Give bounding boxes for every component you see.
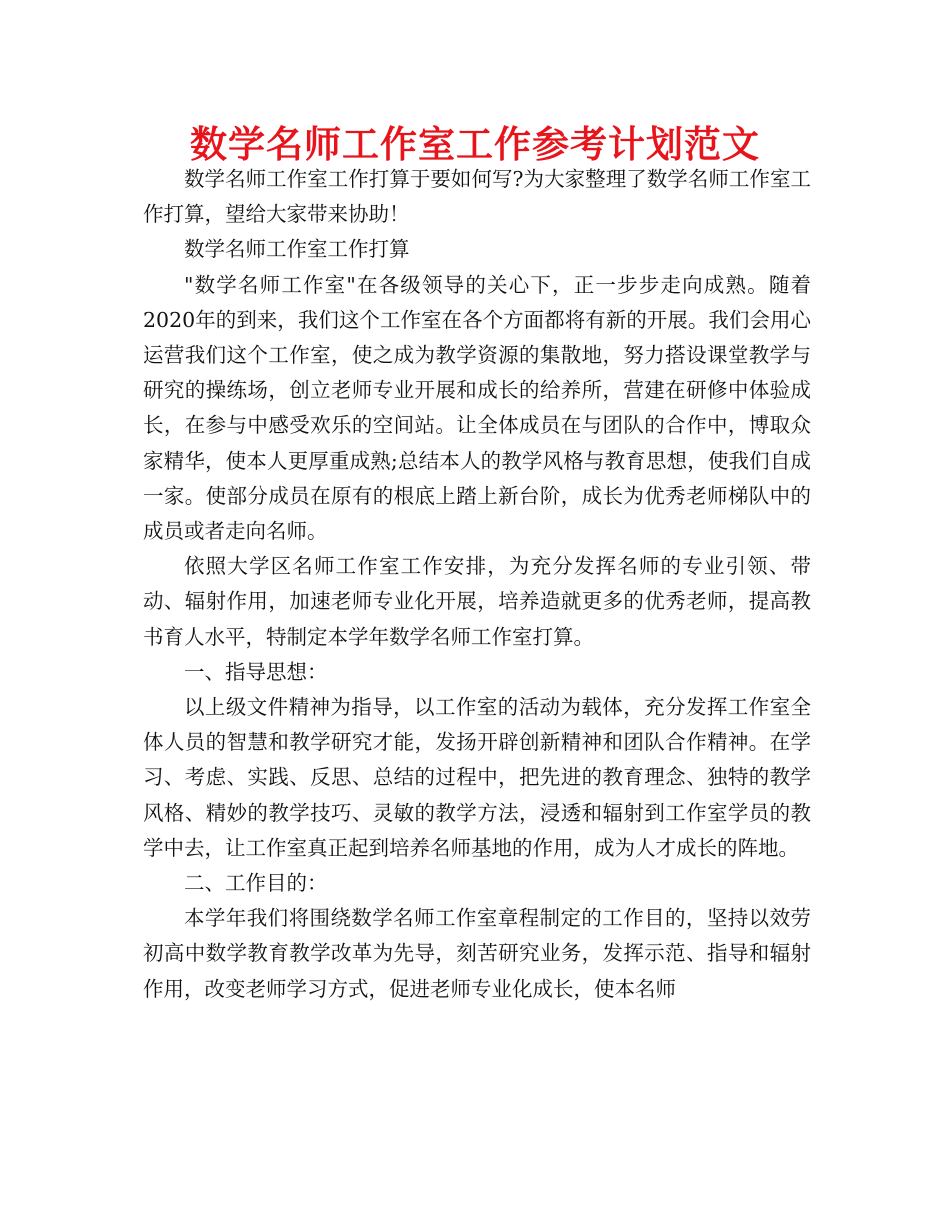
paragraph-purpose: 依照大学区名师工作室工作安排，为充分发挥名师的专业引领、带动、辐射作用，加速老师专业化开展，培养造就更多的优秀老师，提高教书育人水平，特制定本学年数学名师工作室打算。 [143,554,811,649]
paragraph-work-goals: 本学年我们将围绕数学名师工作室章程制定的工作目的，坚持以效劳初高中数学教育教学改革为先导，刻苦研究业务，发挥示范、指导和辐射作用，改变老师学习方式，促进老师专业化成长，使本名师 [143,906,811,1001]
paragraph-overview: "数学名师工作室"在各级领导的关心下，正一步步走向成熟。随着2020年的到来，我们这个工作室在各个方面都将有新的开展。我们会用心运营我们这个工作室，使之成为教学资源的集散地，努力搭设课堂教学与研究的操练场，创立老师专业开展和成长的给养所，营建在研修中体验成长，在参与中感受欢乐的空间站。让全体成员在与团队的合作中，博取众家精华，使本人更厚重成熟;总结本人的教学风格与教育思想，使我们自成一家。使部分成员在原有的根底上踏上新台阶，成长为优秀老师梯队中的成员或者走向名师。 [143,272,811,544]
section-heading-work-goals: 二、工作目的： [184,871,328,896]
paragraph-guiding-thought: 以上级文件精神为指导，以工作室的活动为载体，充分发挥工作室全体人员的智慧和教学研究才能，发扬开辟创新精神和团队合作精神。在学习、考虑、实践、反思、总结的过程中，把先进的教育理念、独特的教学风格、精妙的教学技巧、灵敏的教学方法，浸透和辐射到工作室学员的教学中去，让工作室真正起到培养名师基地的作用，成为人才成长的阵地。 [143,695,811,860]
paragraph-subtitle: 数学名师工作室工作打算 [184,237,410,262]
document-title: 数学名师工作室工作参考计划范文 [190,123,760,166]
document-body [143,162,811,1007]
section-heading-guiding-thought: 一、指导思想： [184,659,328,684]
paragraph-intro: 数学名师工作室工作打算于要如何写?为大家整理了数学名师工作室工作打算，望给大家带来协助！ [143,167,811,227]
